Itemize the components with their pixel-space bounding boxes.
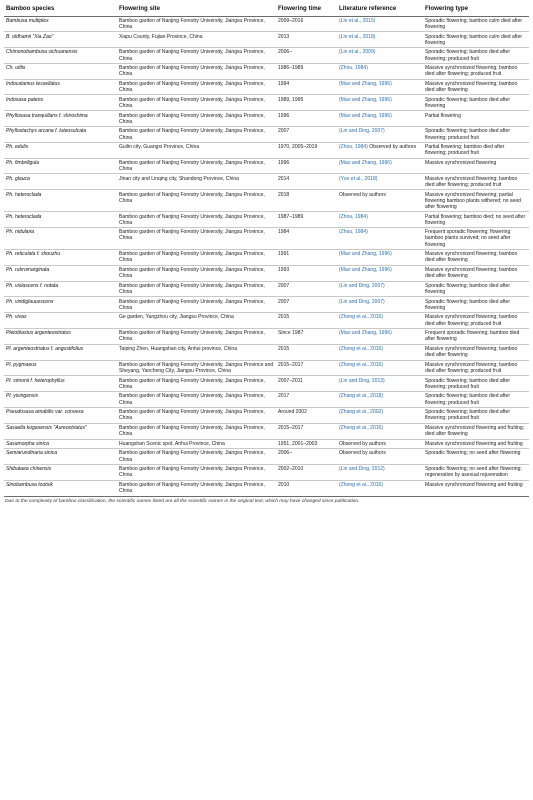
table-row [4,158,529,174]
cell-flowering-type: Frequent sporadic flowering; bamboo died after flowering [423,328,529,344]
cell-time: 2015 [276,313,337,329]
cell-species: Ph. vivax [4,313,117,329]
cell-time: 1996 [276,158,337,174]
reference-link[interactable]: (Mao and Zhang, 1996) [339,112,392,119]
cell-time: 1951, 2001–2003 [276,439,337,449]
cell-reference [337,111,423,127]
reference-link[interactable]: (Mao and Zhang, 1996) [339,267,392,274]
cell-species: B. oldhamii "Xia Zao" [4,32,117,48]
cell-time: 2014 [276,174,337,190]
cell-time: 2007 [276,127,337,143]
cell-site: Bamboo garden of Nanjing Forestry University, Jiangsu Province, China [117,297,276,313]
cell-time: 1994 [276,79,337,95]
table-row [4,127,529,143]
cell-species: Semiarundinaria sinica [4,449,117,465]
cell-flowering-type: Frequent sporadic flowering; flowering bamboo plants survived; no seed after flowering [423,228,529,250]
cell-species: Ph. rubromarginata [4,265,117,281]
table-row [4,360,529,376]
cell-species: Ph. heteroclada [4,190,117,212]
cell-site: Bamboo garden of Nanjing Forestry University, Jiangsu Province, China [117,63,276,79]
cell-reference [337,423,423,439]
cell-reference [337,313,423,329]
cell-flowering-type: Sporadic flowering; bamboo died after flowering [423,281,529,297]
table-row [4,95,529,111]
cell-site: Bamboo garden of Nanjing Forestry University, Jiangsu Province and Sheyang, Yancheng City, Jiangsu Province, China [117,360,276,376]
cell-site: Bamboo garden of Nanjing Forestry University, Jiangsu Province, China [117,212,276,228]
reference-link[interactable]: (Zhang et al., 2002) [339,409,384,416]
cell-reference [337,265,423,281]
table-row [4,328,529,344]
table-row [4,32,529,48]
reference-link[interactable]: (Yue et al., 2018) [339,175,378,182]
cell-time: 1987–1989 [276,212,337,228]
reference-note: Observed by authors [339,450,386,457]
cell-site: Bamboo garden of Nanjing Forestry University, Jiangsu Province, China [117,111,276,127]
cell-species: Sinobambusa tootsik [4,480,117,496]
reference-link[interactable]: (Mao and Zhang, 1996) [339,251,392,258]
reference-link[interactable]: (Zhang et al., 2018) [339,393,384,400]
cell-time: Around 2002 [276,407,337,423]
cell-species: Shibataea chinensis [4,464,117,480]
table-row [4,281,529,297]
reference-link[interactable]: (Zhou, 1984) [339,65,368,72]
cell-flowering-type: Massive synchronized flowering; bamboo died after flowering [423,79,529,95]
reference-link[interactable]: (Zhou, 1984) [339,213,368,220]
cell-site: Bamboo garden of Nanjing Forestry University, Jiangsu Province, China [117,228,276,250]
cell-reference [337,32,423,48]
reference-link[interactable]: (Zheng et al., 2016) [339,361,384,368]
table-row [4,313,529,329]
reference-link[interactable]: (Lin et al., 2015) [339,17,376,24]
cell-flowering-type: Sporadic flowering; bamboo culm died after flowering [423,32,529,48]
cell-site: Taiping Zhen, Huangshan city, Anhui province, China [117,344,276,360]
table-row [4,449,529,465]
cell-time: 2006– [276,449,337,465]
reference-note: Observed by authors [339,440,386,447]
cell-flowering-type: Partial flowering; bamboo died; no seed after flowering [423,212,529,228]
cell-time: 1989, 1995 [276,95,337,111]
cell-reference [337,360,423,376]
cell-flowering-type: Sporadic flowering; no seed after flowering; regeneration by asexual rejuvenation [423,464,529,480]
cell-species: Indocalamus tessellatus [4,79,117,95]
cell-time: 1991 [276,249,337,265]
cell-reference [337,212,423,228]
cell-flowering-type: Massive synchronized flowering [423,158,529,174]
cell-reference [337,63,423,79]
cell-reference [337,174,423,190]
cell-time: 2002–2010 [276,464,337,480]
table-row [4,249,529,265]
cell-species: Phyllosasa tranquillans f. shiroshima [4,111,117,127]
cell-time: 1993 [276,265,337,281]
reference-link[interactable]: (Lin and Ding, 2007) [339,282,385,289]
reference-link[interactable]: (Mao and Zhang, 1996) [339,80,392,87]
cell-site: Bamboo garden of Nanjing Forestry University, Jiangsu Province, China [117,392,276,408]
cell-species: Ph. violascens f. notata [4,281,117,297]
reference-link[interactable]: (Mao and Zhang, 1996) [339,330,392,337]
cell-flowering-type: Sporadic flowering; bamboo died after flowering [423,297,529,313]
cell-flowering-type: Massive synchronized flowering and fruiting [423,480,529,496]
reference-link[interactable]: (Lin et al., 2018) [339,33,376,40]
table-row [4,228,529,250]
cell-site: Bamboo garden of Nanjing Forestry University, Jiangsu Province, China [117,480,276,496]
cell-species: Chimonobambusa sichuanensis [4,48,117,64]
cell-species: Pl. yixingensis [4,392,117,408]
cell-species: Ph. glauca [4,174,117,190]
cell-species: Ph. fimbriligula [4,158,117,174]
cell-reference [337,79,423,95]
cell-time: 2015–2017 [276,360,337,376]
cell-flowering-type: Massive synchronized flowering; bamboo died after flowering; produced fruit [423,63,529,79]
cell-site: Bamboo garden of Nanjing Forestry University, Jiangsu Province, China [117,464,276,480]
cell-site: Bamboo garden of Nanjing Forestry University, Jiangsu Province, China [117,95,276,111]
cell-time: 2018 [276,190,337,212]
cell-site: Bamboo garden of Nanjing Forestry University, Jiangsu Province, China [117,79,276,95]
table-row [4,190,529,212]
cell-site: Ge garden, Yangzhou city, Jiangsu Province, China [117,313,276,329]
cell-time: 2017 [276,392,337,408]
cell-species: Sasamorpha sinica [4,439,117,449]
reference-link[interactable]: (Zheng et al., 2016) [339,346,384,353]
cell-flowering-type: Massive synchronized flowering; partial flowering bamboo plants withered; no seed after flowering [423,190,529,212]
cell-reference [337,249,423,265]
cell-site: Bamboo garden of Nanjing Forestry University, Jiangsu Province, China [117,376,276,392]
cell-reference [337,281,423,297]
cell-time: 2007–2011 [276,376,337,392]
flowering-table [4,3,529,497]
table-row [4,392,529,408]
cell-flowering-type: Sporadic flowering; bamboo died after flowering [423,95,529,111]
header-flowering-site: Flowering site [117,3,276,16]
header-bamboo-species: Bamboo species [4,3,117,16]
reference-link[interactable]: (Zhou, 1984) [339,229,368,236]
cell-flowering-type: Massive synchronized flowering; bamboo died after flowering; produced fruit [423,174,529,190]
table-row [4,48,529,64]
cell-flowering-type: Massive synchronized flowering and fruiting; died after flowering [423,423,529,439]
table-header-row [4,3,529,16]
cell-reference [337,142,423,158]
cell-flowering-type: Massive synchronized flowering; bamboo died after flowering; produced fruit [423,360,529,376]
reference-link[interactable]: (Mao and Zhang, 1996) [339,159,392,166]
cell-reference [337,439,423,449]
reference-link[interactable]: (Zheng et al., 2016) [339,425,384,432]
cell-flowering-type: Massive synchronized flowering; bamboo died after flowering [423,344,529,360]
cell-species: Ph. edulis [4,142,117,158]
cell-site: Guilin city, Guangxi Province, China [117,142,276,158]
table-row [4,344,529,360]
cell-flowering-type: Massive synchronized flowering; bamboo died after flowering; produced fruit [423,313,529,329]
header-flowering-type: Flowering type [423,3,529,16]
cell-reference [337,95,423,111]
cell-time: 2009–2016 [276,16,337,32]
table-row [4,111,529,127]
table-row [4,480,529,496]
cell-flowering-type: Sporadic flowering; bamboo died after flowering; produced fruit [423,48,529,64]
cell-reference [337,376,423,392]
cell-time: 2010 [276,480,337,496]
cell-time: 1984 [276,228,337,250]
cell-site: Bamboo garden of Nanjing Forestry University, Jiangsu Province, China [117,423,276,439]
cell-species: Ph. viridiglaucescens [4,297,117,313]
cell-flowering-type: Sporadic flowering; no seed after flowering [423,449,529,465]
reference-note: Observed by authors [367,144,417,151]
cell-site: Bamboo garden of Nanjing Forestry University, Jiangsu Province, China [117,449,276,465]
cell-time: 2007 [276,281,337,297]
cell-reference [337,480,423,496]
table-row [4,16,529,32]
cell-site: Bamboo garden of Nanjing Forestry University, Jiangsu Province, China [117,48,276,64]
cell-reference [337,344,423,360]
table-row [4,79,529,95]
cell-species: Phyllostachys arcana f. luteosulcata [4,127,117,143]
cell-flowering-type: Massive synchronized flowering; bamboo died after flowering [423,249,529,265]
cell-site: Xiapu County, Fujian Province, China [117,32,276,48]
reference-link[interactable]: (Zhou, 1984) [339,144,368,151]
table-row [4,265,529,281]
cell-reference [337,190,423,212]
cell-flowering-type: Sporadic flowering; bamboo culm died after flowering [423,16,529,32]
table-row [4,439,529,449]
cell-site: Bamboo garden of Nanjing Forestry University, Jiangsu Province, China [117,407,276,423]
cell-reference [337,228,423,250]
cell-species: Indosasa patens [4,95,117,111]
cell-reference [337,464,423,480]
cell-site: Bamboo garden of Nanjing Forestry University, Jiangsu Province, China [117,249,276,265]
table-row [4,142,529,158]
cell-flowering-type: Partial flowering; bamboo died after flowering; produced fruit [423,142,529,158]
cell-site: Jinan city and Linqing city, Shandong Province, China [117,174,276,190]
cell-reference [337,16,423,32]
cell-site: Huangshan Scenic spot, Anhui Province, China [117,439,276,449]
cell-flowering-type: Sporadic flowering; bamboo died after flowering; produced fruit [423,392,529,408]
cell-site: Bamboo garden of Nanjing Forestry University, Jiangsu Province, China [117,127,276,143]
cell-site: Bamboo garden of Nanjing Forestry University, Jiangsu Province, China [117,328,276,344]
cell-reference [337,127,423,143]
cell-time: Since 1987 [276,328,337,344]
table-row [4,464,529,480]
cell-species: Ph. reticulata f. shouzhu [4,249,117,265]
cell-reference [337,392,423,408]
table-body [4,16,529,496]
cell-time: 1970, 2005–2019 [276,142,337,158]
cell-species: Pseudosasa amabilis var. convexa [4,407,117,423]
cell-site: Bamboo garden of Nanjing Forestry University, Jiangsu Province, China [117,281,276,297]
cell-reference [337,328,423,344]
cell-species: Pl. simonii f. heterophyllus [4,376,117,392]
cell-flowering-type: Massive synchronized flowering; bamboo died after flowering [423,265,529,281]
cell-time: 1986–1989 [276,63,337,79]
cell-reference [337,407,423,423]
cell-flowering-type: Partial flowering [423,111,529,127]
cell-site: Bamboo garden of Nanjing Forestry University, Jiangsu Province, China [117,16,276,32]
table-row [4,212,529,228]
cell-site: Bamboo garden of Nanjing Forestry University, Jiangsu Province, China [117,265,276,281]
cell-species: Ph. nidularia [4,228,117,250]
cell-time: 2015 [276,344,337,360]
reference-link[interactable]: (Lin et al., 2009) [339,49,376,56]
cell-species: Sasaella kogasensis "Aureostriatus" [4,423,117,439]
reference-note: Observed by authors [339,191,386,198]
header-literature-reference: Literature reference [337,3,423,16]
reference-link[interactable]: (Lin and Ding, 2013) [339,377,385,384]
cell-flowering-type: Sporadic flowering; bamboo died after flowering; produced fruit [423,376,529,392]
cell-reference [337,158,423,174]
table-row [4,63,529,79]
header-flowering-time: Flowering time [276,3,337,16]
reference-link[interactable]: (Mao and Zhang, 1996) [339,96,392,103]
cell-time: 2007 [276,297,337,313]
table-row [4,174,529,190]
cell-flowering-type: Sporadic flowering; bamboo died after flowering; produced fruit [423,407,529,423]
cell-time: 1996 [276,111,337,127]
table-row [4,297,529,313]
cell-species: Ch. utilis [4,63,117,79]
reference-link[interactable]: (Lin and Ding, 2012) [339,466,385,473]
cell-reference [337,297,423,313]
cell-species: Bambusa multiplex [4,16,117,32]
cell-time: 2013 [276,32,337,48]
table-row [4,376,529,392]
table-footnote: Due to the complexity of bamboo classification, the scientific names listed are all the scientific names in the original text, which may have changed since publication. [5,498,360,504]
reference-link[interactable]: (Zheng et al., 2016) [339,314,384,321]
cell-species: Ph. heteroclada [4,212,117,228]
cell-reference [337,449,423,465]
cell-time: 2015–2017 [276,423,337,439]
reference-link[interactable]: (Lin and Ding, 2007) [339,128,385,135]
cell-reference [337,48,423,64]
cell-species: Pleioblastus argenteostriatus [4,328,117,344]
reference-link[interactable]: (Zheng et al., 2016) [339,482,384,489]
cell-flowering-type: Massive synchronized flowering and fruiting [423,439,529,449]
cell-site: Bamboo garden of Nanjing Forestry University, Jiangsu Province, China [117,158,276,174]
cell-species: Pl. pygmaeus [4,360,117,376]
cell-time: 2006– [276,48,337,64]
table-row [4,407,529,423]
table-row [4,423,529,439]
reference-link[interactable]: (Lin and Ding, 2007) [339,298,385,305]
cell-flowering-type: Sporadic flowering; bamboo died after flowering; produced fruit [423,127,529,143]
cell-site: Bamboo garden of Nanjing Forestry University, Jiangsu Province, China [117,190,276,212]
cell-species: Pl. argenteostriatus f. angustifolius [4,344,117,360]
